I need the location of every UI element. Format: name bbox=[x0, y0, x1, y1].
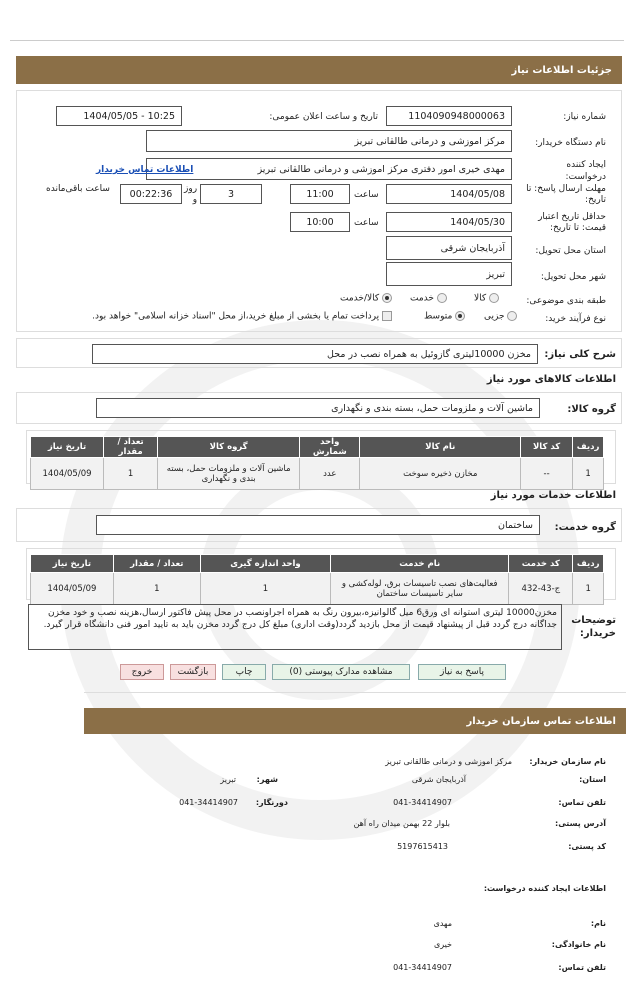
category-goods-radio[interactable] bbox=[489, 293, 499, 303]
creator-label-2: درخواست: bbox=[565, 172, 606, 182]
goods-cell-date: 1404/05/09 bbox=[31, 458, 104, 490]
validity-time-field: 10:00 bbox=[290, 212, 350, 232]
goods-cell-group: ماشین آلات و ملزومات حمل، بسته بندی و نگهداری bbox=[158, 458, 300, 490]
services-col-row: ردیف bbox=[573, 555, 604, 573]
creator-name-value: مهدی bbox=[433, 919, 452, 928]
services-cell-qty: 1 bbox=[113, 573, 200, 605]
process-medium-radio[interactable] bbox=[455, 311, 465, 321]
services-cell-unit: 1 bbox=[200, 573, 330, 605]
goods-group-field: ماشین آلات و ملزومات حمل، بسته بندی و نگهداری bbox=[96, 398, 540, 418]
contact-address-value: بلوار 22 بهمن میدان راه آهن bbox=[353, 819, 450, 828]
services-col-qty: تعداد / مقدار bbox=[113, 555, 200, 573]
goods-col-qty: تعداد / مقدار bbox=[104, 437, 158, 458]
remaining-label: ساعت باقی‌مانده bbox=[46, 184, 110, 194]
process-partial-radio[interactable] bbox=[507, 311, 517, 321]
attachments-button[interactable]: مشاهده مدارک پیوستی (0) bbox=[272, 664, 410, 680]
buyer-org-label: نام دستگاه خریدار: bbox=[535, 138, 606, 148]
contact-city-value: تبریز bbox=[220, 775, 236, 784]
goods-col-name: نام کالا bbox=[360, 437, 521, 458]
goods-col-unit: واحد شمارش bbox=[300, 437, 360, 458]
process-partial-option[interactable] bbox=[484, 311, 517, 322]
summary-label: شرح کلی نیاز: bbox=[544, 349, 616, 360]
need-number-field: 1104090948000063 bbox=[386, 106, 512, 126]
services-group-label: گروه خدمت: bbox=[554, 522, 616, 533]
goods-cell-name: مخازن ذخیره سوخت bbox=[360, 458, 521, 490]
province-field: آذربایجان شرقی bbox=[386, 236, 512, 260]
services-col-unit: واحد اندازه گیری bbox=[200, 555, 330, 573]
goods-col-date: تاریخ نیاز bbox=[31, 437, 104, 458]
creator-label-1: ایجاد کننده bbox=[566, 160, 606, 170]
category-both-radio[interactable] bbox=[382, 293, 392, 303]
deadline-time-label: ساعت bbox=[354, 190, 379, 200]
contact-title: اطلاعات تماس سازمان خریدار bbox=[466, 715, 616, 727]
services-group-field: ساختمان bbox=[96, 515, 540, 535]
announce-field: 1404/05/05 - 10:25 bbox=[56, 106, 182, 126]
creator-info-title: اطلاعات ایجاد کننده درخواست: bbox=[483, 884, 606, 893]
contact-province-value: آذربایجان شرقی bbox=[411, 775, 466, 784]
validity-label: حداقل تاریخ اعتبار قیمت: تا تاریخ: bbox=[538, 212, 606, 233]
process-medium-option[interactable] bbox=[424, 311, 465, 322]
category-both-option[interactable] bbox=[340, 293, 392, 304]
payment-checkbox[interactable] bbox=[382, 311, 392, 321]
print-button[interactable]: چاپ bbox=[222, 664, 266, 680]
process-label: نوع فرآیند خرید: bbox=[545, 314, 606, 324]
buyer-notes-label: توضیحات خریدار: bbox=[571, 615, 616, 639]
contact-fax-value: 041-34414907 bbox=[179, 798, 238, 807]
need-number-label: شماره نیاز: bbox=[563, 112, 606, 122]
goods-cell-qty: 1 bbox=[104, 458, 158, 490]
days-field: 3 bbox=[200, 184, 262, 204]
process-medium-text: متوسط bbox=[424, 311, 453, 322]
process-partial-text: جزیی bbox=[484, 311, 505, 322]
creator-phone-label: تلفن تماس: bbox=[558, 963, 606, 972]
city-field: تبریز bbox=[386, 262, 512, 286]
creator-phone-value: 041-34414907 bbox=[393, 963, 452, 972]
summary-field: مخزن 10000لیتری گازوئیل به همراه نصب در محل bbox=[92, 344, 538, 364]
goods-cell-row: 1 bbox=[573, 458, 604, 490]
contact-phone-value: 041-34414907 bbox=[393, 798, 452, 807]
page-title-text: جزئیات اطلاعات نیاز bbox=[511, 64, 612, 76]
deadline-time-field: 11:00 bbox=[290, 184, 350, 204]
category-label: طبقه بندی موضوعی: bbox=[526, 296, 606, 306]
contact-phone-label: تلفن تماس: bbox=[558, 798, 606, 807]
announce-label: تاریخ و ساعت اعلان عمومی: bbox=[269, 112, 378, 122]
deadline-label: مهلت ارسال پاسخ: تا تاریخ: bbox=[526, 184, 606, 205]
contact-city-label: شهر: bbox=[256, 775, 278, 784]
services-cell-code: ج-43-432 bbox=[509, 573, 573, 605]
category-goods-text: کالا bbox=[474, 293, 487, 304]
category-goods-option[interactable] bbox=[474, 293, 499, 304]
services-cell-row: 1 bbox=[573, 573, 604, 605]
goods-table bbox=[30, 436, 604, 490]
services-cell-name: فعالیت‌های نصب تاسیسات برق، لوله‌کشی و سایر تاسیسات ساختمان bbox=[331, 573, 509, 605]
contact-address-label: آدرس پستی: bbox=[555, 819, 606, 828]
validity-date-field: 1404/05/30 bbox=[386, 212, 512, 232]
goods-section-title: اطلاعات کالاهای مورد نیاز bbox=[486, 374, 616, 385]
creator-family-label: نام خانوادگی: bbox=[551, 940, 606, 949]
goods-col-group: گروه کالا bbox=[158, 437, 300, 458]
reply-button[interactable]: پاسخ به نیاز bbox=[418, 664, 506, 680]
contact-postal-label: کد پستی: bbox=[568, 842, 606, 851]
goods-col-row: ردیف bbox=[573, 437, 604, 458]
services-table bbox=[30, 554, 604, 605]
buyer-org-field: مرکز اموزشی و درمانی طالقانی تبریز bbox=[146, 130, 512, 152]
services-col-date: تاریخ نیاز bbox=[31, 555, 114, 573]
category-service-option[interactable] bbox=[410, 293, 447, 304]
days-label: روز و bbox=[184, 184, 198, 205]
services-table-header bbox=[31, 555, 604, 573]
validity-time-label: ساعت bbox=[354, 218, 379, 228]
goods-table-header bbox=[31, 437, 604, 458]
goods-cell-unit: عدد bbox=[300, 458, 360, 490]
top-divider bbox=[10, 40, 624, 41]
contact-divider bbox=[84, 692, 626, 693]
exit-button[interactable]: خروج bbox=[120, 664, 164, 680]
table-row bbox=[31, 458, 604, 490]
services-section-title: اطلاعات خدمات مورد نیاز bbox=[490, 490, 616, 501]
category-service-radio[interactable] bbox=[437, 293, 447, 303]
category-both-text: کالا/خدمت bbox=[340, 293, 380, 304]
payment-option[interactable] bbox=[92, 311, 392, 322]
creator-field: مهدی خیری امور دفتری مرکز اموزشی و درمانی طالقانی تبریز bbox=[146, 158, 512, 180]
contact-title-bar bbox=[84, 708, 626, 734]
contact-link[interactable]: اطلاعات تماس خریدار bbox=[96, 165, 194, 175]
back-button[interactable]: بازگشت bbox=[170, 664, 216, 680]
city-label: شهر محل تحویل: bbox=[540, 272, 606, 282]
goods-group-label: گروه کالا: bbox=[567, 404, 616, 415]
page-title bbox=[16, 56, 622, 84]
contact-postal-value: 5197615413 bbox=[397, 842, 448, 851]
deadline-date-field: 1404/05/08 bbox=[386, 184, 512, 204]
payment-note: پرداخت تمام یا بخشی از مبلغ خرید،از محل "اسناد خزانه اسلامی" خواهد بود. bbox=[92, 311, 380, 322]
services-cell-date: 1404/05/09 bbox=[31, 573, 114, 605]
buyer-notes-field: مخزن10000 لیتری استوانه ای ورق6 میل گالوانیزه،بیرون رنگ به همراه اجراونصب در محل پیش فاکتور ارسال،هزینه نصب و خود مخزن جداگانه درج گردد قبل از پیشنهاد قیمت از محل بازدید گردد(وقت اداری) مبلغ کل درج گردد مخزن باید به تایید امور فنی دانشگاه قرار گیرد. bbox=[28, 604, 562, 650]
goods-col-code: کد کالا bbox=[521, 437, 573, 458]
contact-org-value: مرکز اموزشی و درمانی طالقانی تبریز bbox=[385, 757, 512, 766]
contact-org-label: نام سازمان خریدار: bbox=[529, 757, 606, 766]
creator-name-label: نام: bbox=[590, 919, 606, 928]
creator-family-value: خیری bbox=[433, 940, 452, 949]
table-row bbox=[31, 573, 604, 605]
category-service-text: خدمت bbox=[410, 293, 434, 304]
goods-cell-code: -- bbox=[521, 458, 573, 490]
province-label: استان محل تحویل: bbox=[535, 246, 606, 256]
services-col-name: نام خدمت bbox=[331, 555, 509, 573]
remaining-time-field: 00:22:36 bbox=[120, 184, 182, 204]
contact-province-label: استان: bbox=[579, 775, 606, 784]
services-col-code: کد خدمت bbox=[509, 555, 573, 573]
contact-fax-label: دورنگار: bbox=[255, 798, 288, 807]
